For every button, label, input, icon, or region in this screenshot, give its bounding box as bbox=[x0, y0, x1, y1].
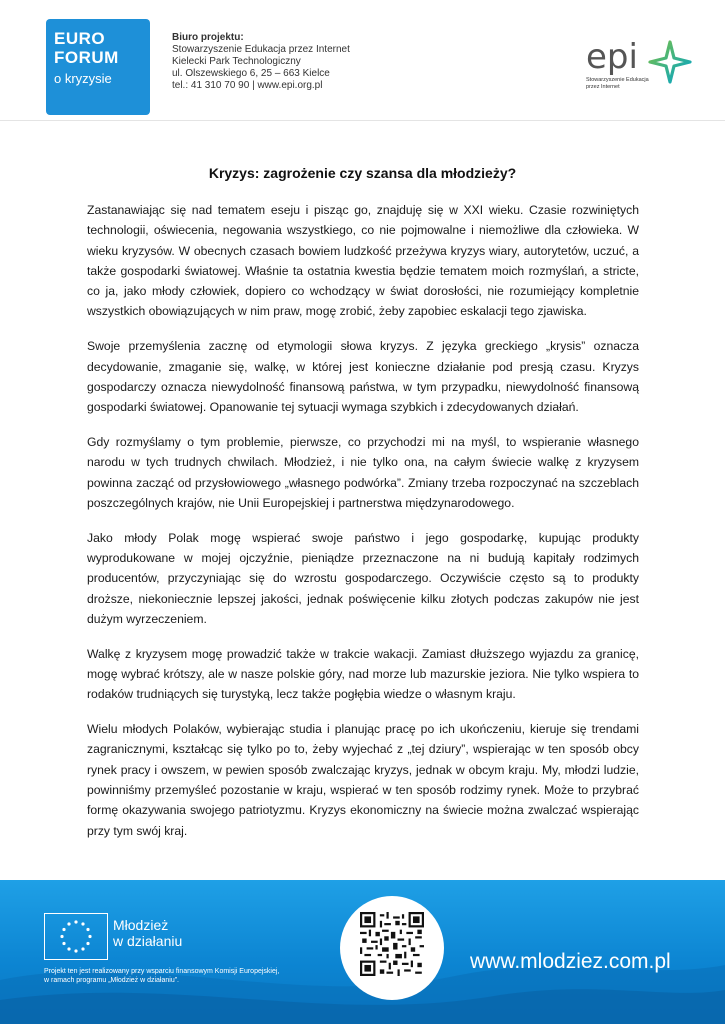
funding-statement bbox=[44, 967, 344, 985]
epi-logo-subtitle: Stowarzyszenie Edukacja przez Internet bbox=[586, 77, 649, 90]
document-title: Kryzys: zagrożenie czy szansa dla młodzieży? bbox=[208, 165, 517, 181]
logo-line-forum: FORUM bbox=[54, 48, 119, 67]
eu-flag-logo bbox=[44, 913, 108, 960]
youth-in-action-line-1: Młodzież bbox=[113, 917, 169, 933]
page-header bbox=[0, 0, 725, 120]
logo-line-o-kryzysie: o kryzysie bbox=[54, 71, 112, 86]
paragraph-3: Gdy rozmyślamy o tym problemie, pierwsze, co przychodzi mi na myśl, to wspieranie własnego narodu w tych trudnych chwilach. Młodzież, i nie tylko ona, na całym świecie walkę z kryzysem powinna zacząć od przysłowiowego „własnego podwórka”. Zmiany trzeba rozpoczynać na szczeblach poszczególnych krajów, nie Unii Europejskiej i partnerstwa międzynarodowego. bbox=[87, 434, 639, 510]
office-line-contact: tel.: 41 310 70 90 | www.epi.org.pl bbox=[172, 80, 323, 91]
youth-in-action-line-2: w działaniu bbox=[113, 933, 183, 949]
logo-line-euro: EURO bbox=[54, 29, 106, 48]
paragraph-2: Swoje przemyślenia zacznę od etymologii słowa kryzys. Z języka greckiego „krysis” oznacza decydowanie, zmaganie się, walkę, w której jest konieczne działanie pod presją czasu. Kryzys gospodarczy oznacza niewydolność finansową państwa, w tym przypadku, niewydolność finansową gospodarki światowej. Opanowanie tej sytuacji wymaga szybkich i zdecydowanych działań. bbox=[87, 339, 639, 415]
funding-line-2: w ramach programu „Młodzież w działaniu”. bbox=[44, 977, 179, 984]
epi-logo bbox=[584, 38, 694, 98]
youth-in-action-logo bbox=[113, 917, 182, 949]
paragraph-4: Jako młody Polak mogę wspierać swoje państwo i jego gospodarkę, kupując produkty wyprodukowane w mojej ojczyźnie, pieniądze przeznaczone na ni budują kapitały rodzimych producentów, przyczyniając się do wzrostu gospodarczego. Oczywiście często są to produkty droższe, niekoniecznie lepszej jakości, jednak poświęcenie kilku złotych podczas zakupów nie jest dużym wyrzeczeniem. bbox=[87, 530, 639, 626]
office-line-organization: Stowarzyszenie Edukacja przez Internet bbox=[172, 44, 350, 55]
office-line-park: Kielecki Park Technologiczny bbox=[172, 56, 301, 67]
epi-logo-word: epi bbox=[586, 37, 638, 77]
qr-code-icon bbox=[360, 912, 424, 976]
page-footer bbox=[0, 880, 725, 1024]
eu-stars-icon bbox=[45, 914, 107, 959]
header-divider bbox=[0, 120, 725, 121]
euro-forum-logo bbox=[46, 19, 150, 115]
essay-body bbox=[87, 200, 639, 855]
website-url: www.mlodziez.com.pl bbox=[470, 950, 671, 973]
paragraph-6: Wielu młodych Polaków, wybierając studia i planując pracę po ich ukończeniu, kieruje się trendami zagranicznymi, kształcąc się tylko po to, żeby wyjechać z „tej dziury”, wspierając w ten sposób obcy rynek pracy i owszem, w pewien sposób zwalczając kryzys, jednak w obcym kraju. My, młodzi ludzie, powinniśmy przemyśleć pozostanie w kraju, wspierać w ten sposób rodzimy rynek. Może to przybrać formę okazywania swojego patriotyzmu. Kryzys ekonomiczny na świecie można zwalczać wspierając przy tym swój kraj. bbox=[87, 722, 639, 838]
office-line-address: ul. Olszewskiego 6, 25 – 663 Kielce bbox=[172, 68, 330, 79]
office-title: Biuro projektu: bbox=[172, 32, 244, 43]
funding-line-1: Projekt ten jest realizowany przy wsparciu finansowym Komisji Europejskiej, bbox=[44, 968, 280, 975]
paragraph-5: Walkę z kryzysem mogę prowadzić także w trakcie wakacji. Zamiast dłuższego wyjazdu za granicę, mogę wybrać krótszy, ale w nasze polskie góry, nad morze lub mazurskie jeziora. Nie tylko wspiera to rodaków trudniących się turystyką, lecz także pogłębia wiedze o własnym kraju. bbox=[87, 646, 639, 702]
project-office-info bbox=[172, 32, 350, 92]
paragraph-1: Zastanawiając się nad tematem eseju i pisząc go, znajduję się w XXI wieku. Czasie rozwiniętych technologii, oświecenia, negowania wszystkiego, co nie pojmowalne i niemożliwe dla człowieka. W wieku kryzysów. W obecnych czasach bowiem ludzkość przeżywa kryzys wiary, autorytetów, uczuć, a także gospodarki światowej. Właśnie ta ostatnia kwestia będzie tematem moich rozmyślań, a stricte, co ja, jako młody człowiek, dopiero co wchodzący w świat dorosłości, nie rozumiejący kompletnie wszystkich obowiązujących w nim praw, mogę zrobić, żeby zapobiec eskalacji tego zjawiska. bbox=[87, 203, 639, 319]
